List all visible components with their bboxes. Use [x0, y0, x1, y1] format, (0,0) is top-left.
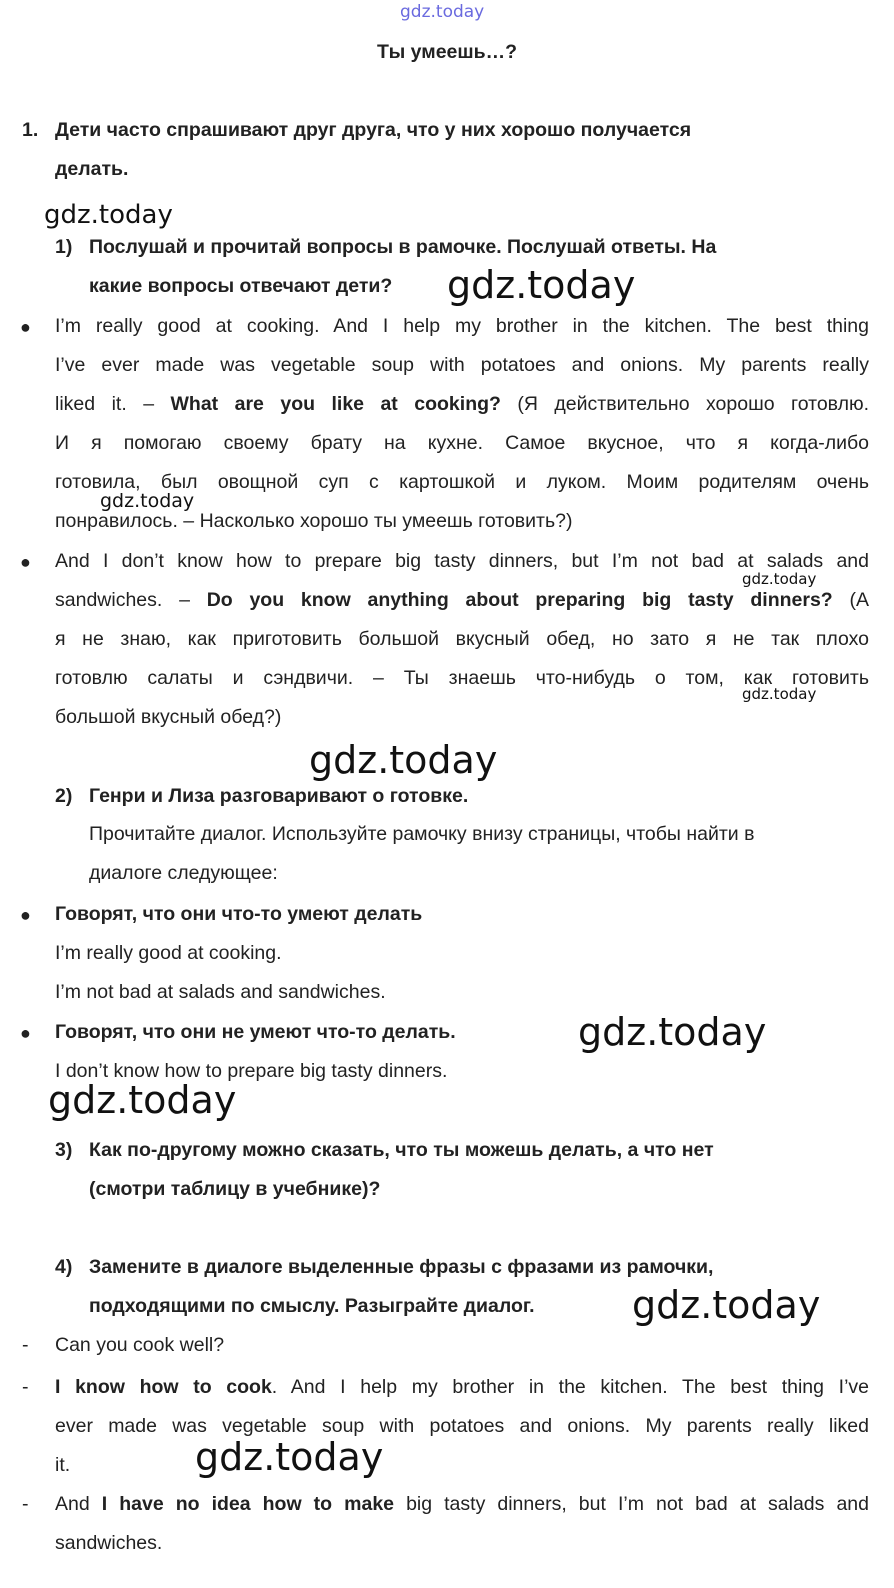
dialog-line	[55, 1375, 869, 1399]
sub1-line2: какие вопросы отвечают дети?	[89, 275, 393, 297]
answer2-line: я не знаю, как приготовить большой вкусный обед, но зато я не так плохо	[55, 628, 869, 650]
cannot-heading: Говорят, что они не умеют что-то делать.	[55, 1021, 456, 1043]
answer2-text: (А	[832, 589, 869, 611]
answer2-question: Do you know anything about preparing big tasty dinners?	[206, 589, 833, 611]
cannot-example: I don’t know how to prepare big tasty dinners.	[55, 1060, 448, 1082]
watermark: gdz.today	[195, 1435, 384, 1479]
sub2-text: Прочитайте диалог. Используйте рамочку внизу страницы, чтобы найти в	[89, 823, 755, 845]
dialog-text: big tasty dinners, but I’m not bad at salads and	[394, 1493, 869, 1515]
sub2-heading: Генри и Лиза разговаривают о готовке.	[89, 785, 469, 807]
sub4-line2: подходящими по смыслу. Разыграйте диалог.	[89, 1295, 535, 1317]
watermark: gdz.today	[44, 200, 173, 230]
can-example: I’m not bad at salads and sandwiches.	[55, 981, 386, 1003]
sub1-number: 1)	[55, 236, 73, 258]
bullet: ●	[20, 1023, 31, 1043]
watermark-top: gdz.today	[400, 2, 485, 22]
page-title: Ты умеешь…?	[376, 41, 518, 63]
watermark: gdz.today	[632, 1283, 821, 1327]
answer2-line: готовлю салаты и сэндвичи. – Ты знаешь что-нибудь о том, как готовить	[55, 667, 869, 689]
bullet: ●	[20, 905, 31, 925]
watermark: gdz.today	[48, 1078, 237, 1122]
dialog-line: sandwiches.	[55, 1532, 163, 1554]
watermark: gdz.today	[100, 490, 195, 512]
dialog-text: . And I help my brother in the kitchen. The best thing I’ve	[271, 1376, 869, 1398]
sub4-line1: Замените в диалоге выделенные фразы с фразами из рамочки,	[89, 1256, 714, 1278]
answer1-line: И я помогаю своему брату на кухне. Самое вкусное, что я когда-либо	[55, 432, 869, 454]
answer2-line: And I don’t know how to prepare big tasty dinners, but I’m not bad at salads and	[55, 550, 869, 572]
sub2-number: 2)	[55, 785, 73, 807]
watermark: gdz.today	[447, 263, 636, 307]
dialog-text: And	[55, 1493, 102, 1515]
dialog-highlight: I know how to cook	[55, 1376, 272, 1398]
task1-line1: Дети часто спрашивают друг друга, что у них хорошо получается	[55, 119, 692, 141]
answer1-line: понравилось. – Насколько хорошо ты умеешь готовить?)	[55, 510, 573, 532]
dialog-line	[55, 1492, 869, 1516]
dash: -	[22, 1334, 29, 1356]
watermark: gdz.today	[309, 738, 498, 782]
answer1-line	[55, 392, 869, 416]
dash: -	[22, 1376, 29, 1398]
watermark: gdz.today	[578, 1010, 767, 1054]
can-example: I’m really good at cooking.	[55, 942, 282, 964]
sub1-line1: Послушай и прочитай вопросы в рамочке. Послушай ответы. На	[89, 236, 717, 258]
answer1-line: готовила, был овощной суп с картошкой и луком. Моим родителям очень	[55, 471, 869, 493]
task1-number: 1.	[22, 119, 39, 141]
answer2-line	[55, 588, 869, 612]
sub3-number: 3)	[55, 1139, 73, 1161]
answer1-line: I’m really good at cooking. And I help my brother in the kitchen. The best thing	[55, 315, 869, 337]
dialog-highlight: I have no idea how to make	[101, 1493, 395, 1515]
sub4-number: 4)	[55, 1256, 73, 1278]
dialog-line: ever made was vegetable soup with potatoes and onions. My parents really liked	[55, 1415, 869, 1437]
watermark: gdz.today	[742, 570, 817, 588]
dialog-line: Can you cook well?	[55, 1334, 225, 1356]
sub3-line2: (смотри таблицу в учебнике)?	[89, 1178, 381, 1200]
bullet: ●	[20, 317, 31, 337]
answer1-question: What are you like at cooking?	[170, 393, 501, 415]
sub3-line1: Как по-другому можно сказать, что ты можешь делать, а что нет	[89, 1139, 714, 1161]
watermark: gdz.today	[742, 685, 817, 703]
sub2-text: диалоге следующее:	[89, 862, 278, 884]
task1-line2: делать.	[55, 158, 129, 180]
can-heading: Говорят, что они что-то умеют делать	[55, 903, 423, 925]
dialog-line: it.	[55, 1454, 71, 1476]
answer1-text: (Я действительно хорошо готовлю.	[500, 393, 870, 415]
answer1-line: I’ve ever made was vegetable soup with potatoes and onions. My parents really	[55, 354, 869, 376]
bullet: ●	[20, 552, 31, 572]
answer2-line: большой вкусный обед?)	[55, 706, 282, 728]
answer1-text: liked it. –	[55, 393, 171, 415]
answer2-text: sandwiches. –	[55, 589, 207, 611]
dash: -	[22, 1493, 29, 1515]
